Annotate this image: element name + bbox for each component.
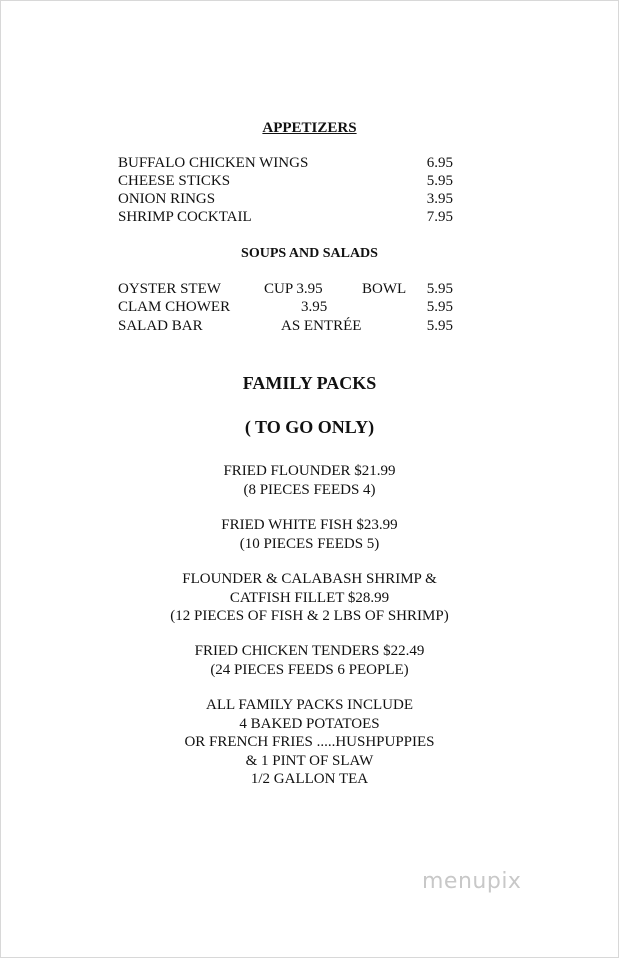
pack-line: OR FRENCH FRIES .....HUSHPUPPIES (184, 734, 435, 750)
soups-title: SOUPS AND SALADS (241, 246, 378, 261)
item-name: ONION RINGS (118, 191, 216, 207)
pack-line: 1/2 GALLON TEA (250, 771, 369, 787)
menu-item (118, 172, 453, 190)
item-cup-price: AS ENTRÉE (281, 318, 362, 334)
family-pack (1, 516, 618, 553)
item-price: 5.95 (426, 281, 453, 297)
item-price: 3.95 (426, 191, 453, 207)
pack-line: FRIED CHICKEN TENDERS $22.49 (194, 643, 425, 659)
pack-line: CATFISH FILLET $28.99 (229, 589, 390, 606)
family-pack (1, 570, 618, 626)
menu-item (118, 317, 453, 335)
family-pack-includes (1, 696, 618, 789)
item-price: 5.95 (426, 318, 453, 334)
item-name: CLAM CHOWER (118, 299, 231, 315)
pack-line: 4 BAKED POTATOES (239, 715, 380, 732)
family-pack (1, 462, 618, 499)
pack-line: ALL FAMILY PACKS INCLUDE (206, 697, 413, 713)
family-pack (1, 642, 618, 679)
menu-item (118, 190, 453, 208)
item-price: 5.95 (426, 173, 453, 189)
item-price: 7.95 (426, 209, 453, 225)
item-price: 5.95 (426, 299, 453, 315)
pack-line: FRIED FLOUNDER $21.99 (223, 463, 396, 479)
menu-item (118, 298, 453, 316)
pack-line: FRIED WHITE FISH $23.99 (221, 517, 398, 533)
item-cup-price: CUP 3.95 (264, 281, 323, 297)
menu-item (118, 280, 453, 298)
menu-item (118, 208, 453, 226)
item-name: CHEESE STICKS (118, 173, 231, 189)
item-name: OYSTER STEW (118, 281, 221, 297)
family-packs-subtitle: ( TO GO ONLY) (244, 417, 375, 437)
menupix-watermark: menupix (422, 869, 522, 894)
item-name: SHRIMP COCKTAIL (118, 209, 252, 225)
family-packs-title: FAMILY PACKS (242, 373, 377, 393)
pack-line: (12 PIECES OF FISH & 2 LBS OF SHRIMP) (170, 608, 449, 624)
pack-line: & 1 PINT OF SLAW (245, 752, 374, 769)
item-name: BUFFALO CHICKEN WINGS (118, 155, 309, 171)
pack-line: (8 PIECES FEEDS 4) (243, 481, 376, 498)
menu-item (118, 154, 453, 172)
item-bowl-label: BOWL (362, 281, 407, 297)
pack-line: FLOUNDER & CALABASH SHRIMP & (182, 571, 437, 587)
pack-line: (24 PIECES FEEDS 6 PEOPLE) (210, 661, 409, 678)
item-name: SALAD BAR (118, 318, 203, 334)
item-price: 6.95 (426, 155, 453, 171)
item-cup-price: 3.95 (301, 299, 328, 315)
pack-line: (10 PIECES FEEDS 5) (239, 535, 380, 552)
appetizers-title: APPETIZERS (262, 120, 357, 136)
